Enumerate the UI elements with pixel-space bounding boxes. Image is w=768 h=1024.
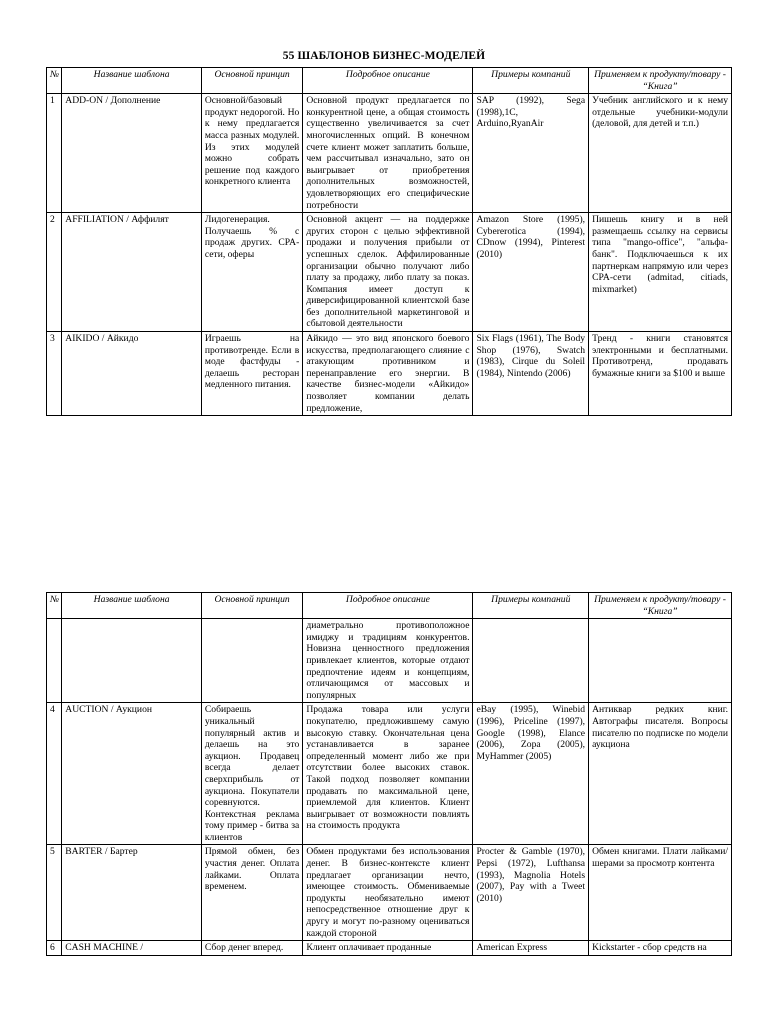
table-row bbox=[47, 332, 732, 416]
header-examples: Примеры компаний bbox=[473, 593, 589, 619]
cell-principle: Лидогенерация. Получаешь % с продаж других. CPA-сети, оферы bbox=[201, 213, 302, 332]
table-row bbox=[47, 619, 732, 703]
cell-principle: Основной/базовый продукт недорогой. Но к нему предлагается масса разных модулей. Из этих модулей можно собрать решение под каждого конкретного клиента bbox=[201, 94, 302, 213]
business-models-table bbox=[46, 67, 732, 416]
table-row bbox=[47, 94, 732, 213]
header-examples: Примеры компаний bbox=[473, 68, 589, 94]
cell-num: 4 bbox=[47, 703, 62, 845]
cell-name: AUCTION / Аукцион bbox=[62, 703, 202, 845]
cell-applied bbox=[589, 619, 732, 703]
header-principle: Основной принцип bbox=[201, 593, 302, 619]
cell-description: Айкидо — это вид японского боевого искусства, предполагающего слияние с атакующим противником и перенаправление его энергии. В качестве бизнес-модели «Айкидо» позволяет компании делать предложение, bbox=[303, 332, 473, 416]
header-description: Подробное описание bbox=[303, 593, 473, 619]
header-num: № bbox=[47, 593, 62, 619]
document-title: 55 ШАБЛОНОВ БИЗНЕС-МОДЕЛЕЙ bbox=[282, 50, 486, 62]
cell-examples: Procter & Gamble (1970), Pepsi (1972), Lufthansa (1993), Magnolia Hotels (2007), Pay with a Tweet (2010) bbox=[473, 845, 589, 941]
cell-principle: Играешь на противотренде. Если в моде фастфуды - делаешь ресторан медленного питания. bbox=[201, 332, 302, 416]
cell-applied: Kickstarter - сбор средств на bbox=[589, 941, 732, 956]
cell-num: 3 bbox=[47, 332, 62, 416]
cell-name bbox=[62, 619, 202, 703]
cell-name: AIKIDO / Айкидо bbox=[62, 332, 202, 416]
table-row bbox=[47, 941, 732, 956]
header-applied: Применяем к продукту/товару - “Книга” bbox=[589, 593, 732, 619]
cell-description: Основной продукт предлагается по конкурентной цене, а общая стоимость существенно увеличивается за счет многочисленных опций. В конечном счете клиент может заплатить больше, чем рассчитывал изначально, зато он выигрывает от приобретения дополнительных возможностей, удовлетворяющих его специфические потребности bbox=[303, 94, 473, 213]
cell-num: 6 bbox=[47, 941, 62, 956]
cell-description: Продажа товара или услуги покупателю, предложившему самую высокую ставку. Окончательная цена устанавливается в заранее определенный момент либо же при отсутствии более высоких ставок. Такой подход позволяет компании продавать по максимальной цене, приемлемой для клиентов. Клиент выигрывает от возможности повлиять на стоимость продукта bbox=[303, 703, 473, 845]
cell-examples: American Express bbox=[473, 941, 589, 956]
table-header-row bbox=[47, 593, 732, 619]
cell-description: Обмен продуктами без использования денег. В бизнес-контексте клиент предлагает организации нечто, имеющее стоимость. Обмениваемые продукты необязательно имеют непосредственное отношение друг к другу и могут по-разному оцениваться каждой стороной bbox=[303, 845, 473, 941]
table-header-row bbox=[47, 68, 732, 94]
cell-applied: Пишешь книгу и в ней размещаешь ссылку на сервисы типа "mango-office", "альфа-банк". Подключаешься к их партнеркам напрямую или через CPA-сети (admitad, citiads, mixmarket) bbox=[589, 213, 732, 332]
header-name: Название шаблона bbox=[62, 593, 202, 619]
cell-name: CASH MACHINE / bbox=[62, 941, 202, 956]
cell-applied: Обмен книгами. Плати лайками/шерами за просмотр контента bbox=[589, 845, 732, 941]
cell-name: BARTER / Бартер bbox=[62, 845, 202, 941]
header-num: № bbox=[47, 68, 62, 94]
cell-num bbox=[47, 619, 62, 703]
header-name: Название шаблона bbox=[62, 68, 202, 94]
cell-name: AFFILIATION / Аффилят bbox=[62, 213, 202, 332]
cell-name: ADD-ON / Дополнение bbox=[62, 94, 202, 213]
cell-num: 5 bbox=[47, 845, 62, 941]
table-row bbox=[47, 213, 732, 332]
header-principle: Основной принцип bbox=[201, 68, 302, 94]
header-applied: Применяем к продукту/товару - “Книга” bbox=[589, 68, 732, 94]
cell-num: 1 bbox=[47, 94, 62, 213]
business-models-table-continued bbox=[46, 592, 732, 956]
cell-description: Основной акцент — на поддержке других сторон с целью эффективной продажи и получения прибыли от успешных сделок. Аффилированные организации обычно получают либо плату за продажу, либо плату за показ. Компания имеет доступ к диверсифицированной клиентской базе без дополнительной маркетинговой и сбытовой деятельности bbox=[303, 213, 473, 332]
cell-principle bbox=[201, 619, 302, 703]
header-description: Подробное описание bbox=[303, 68, 473, 94]
cell-applied: Учебник английского и к нему отдельные учебники-модули (деловой, для детей и т.п.) bbox=[589, 94, 732, 213]
cell-principle: Собираешь уникальный популярный актив и делаешь на это аукцион. Продавец всегда делает сверхприбыль от аукциона. Покупатели соревнуются. Контекстная реклама тому пример - битва за клиентов bbox=[201, 703, 302, 845]
cell-principle: Сбор денег вперед. bbox=[201, 941, 302, 956]
cell-applied: Тренд - книги становятся электронными и бесплатными. Противотренд, продавать бумажные книги за $100 и выше bbox=[589, 332, 732, 416]
cell-num: 2 bbox=[47, 213, 62, 332]
table-row bbox=[47, 703, 732, 845]
cell-principle: Прямой обмен, без участия денег. Оплата лайками. Оплата временем. bbox=[201, 845, 302, 941]
table-row bbox=[47, 845, 732, 941]
cell-examples: Six Flags (1961), The Body Shop (1976), Swatch (1983), Cirque du Soleil (1984), Nintendo (2006) bbox=[473, 332, 589, 416]
cell-applied: Антиквар редких книг. Автографы писателя. Вопросы писателю по подписке по модели аукциона bbox=[589, 703, 732, 845]
cell-examples: eBay (1995), Winebid (1996), Priceline (1997), Google (1998), Elance (2006), Zopa (2005), MyHammer (2005) bbox=[473, 703, 589, 845]
cell-description: диаметрально противоположное имиджу и традициям конкурентов. Новизна ценностного предложения привлекает клиентов, которые отдают предпочтение идеям и концепциям, отличающимся от массовых и популярных bbox=[303, 619, 473, 703]
cell-examples: Amazon Store (1995), Cybererotica (1994), CDnow (1994), Pinterest (2010) bbox=[473, 213, 589, 332]
cell-examples bbox=[473, 619, 589, 703]
cell-examples: SAP (1992), Sega (1998),1C, Arduino,RyanAir bbox=[473, 94, 589, 213]
cell-description: Клиент оплачивает проданные bbox=[303, 941, 473, 956]
